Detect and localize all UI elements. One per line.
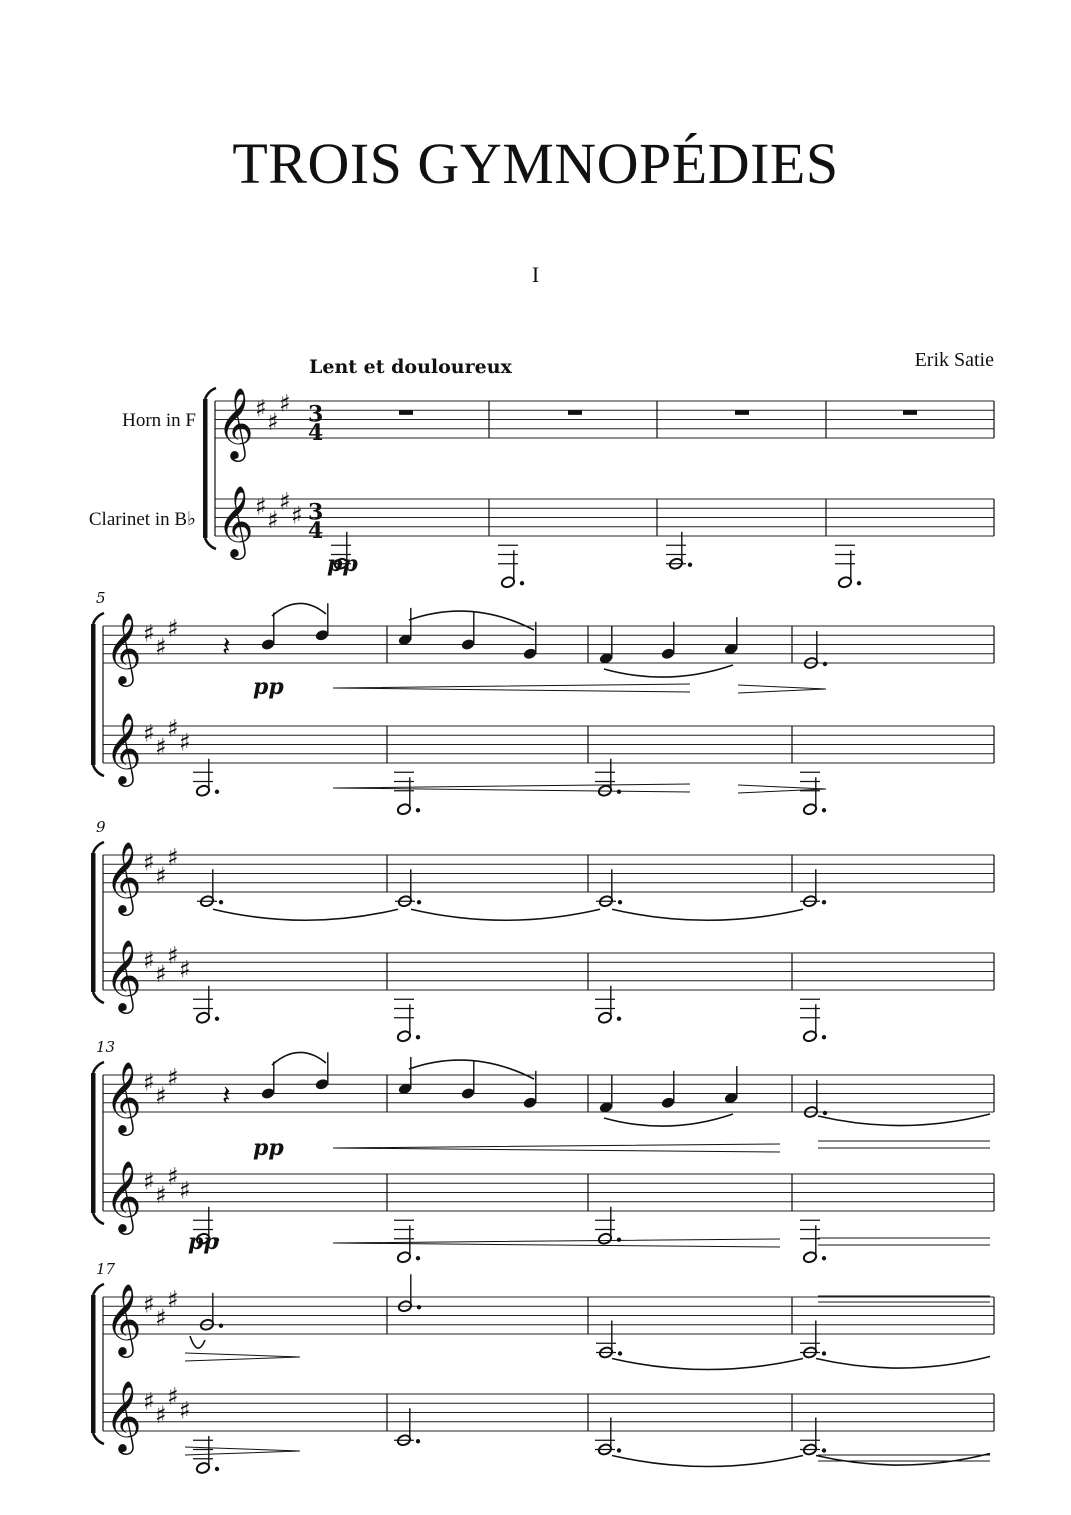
clarinet-note-dot xyxy=(822,1448,826,1452)
clarinet-key-sharp: ♯ xyxy=(167,941,179,970)
system-bracket xyxy=(203,399,208,538)
measure-number: 17 xyxy=(96,1260,116,1278)
clarinet-note-dot xyxy=(215,1017,219,1021)
clarinet-key-sharp: ♯ xyxy=(143,946,155,975)
clarinet-key-sharp: ♯ xyxy=(291,501,303,530)
horn-treble-clef: 𝄞 xyxy=(105,611,142,684)
clarinet-treble-clef: 𝄞 xyxy=(105,711,142,784)
clarinet-key-sharp: ♯ xyxy=(143,1167,155,1196)
clarinet-key-sharp: ♯ xyxy=(167,1162,179,1191)
system-bracket-bottom xyxy=(93,1433,104,1444)
movement-number: I xyxy=(531,262,540,287)
horn-whole-rest xyxy=(903,410,917,415)
system-bracket-top xyxy=(93,1284,104,1295)
measure-number: 9 xyxy=(96,818,106,836)
horn-key-sharp: ♯ xyxy=(167,1285,179,1314)
horn-note-dot xyxy=(822,1351,826,1355)
slur xyxy=(190,1336,205,1348)
system-bracket xyxy=(91,1295,96,1433)
horn-key-sharp: ♯ xyxy=(155,633,167,662)
horn-key-sharp: ♯ xyxy=(167,1063,179,1092)
tie xyxy=(816,1357,990,1369)
clarinet-note-dot xyxy=(520,581,524,585)
horn-quarter-rest: 𝄽 xyxy=(222,629,231,663)
system-bracket xyxy=(91,1073,96,1213)
horn-whole-rest xyxy=(735,410,749,415)
clarinet-key-sharp: ♯ xyxy=(279,487,291,516)
clarinet-note-dot xyxy=(857,581,861,585)
clarinet-note-dot xyxy=(416,1256,420,1260)
system-bracket-top xyxy=(93,1062,104,1073)
clarinet-note-dot xyxy=(617,790,621,794)
clarinet-key-sharp: ♯ xyxy=(167,714,179,743)
slur xyxy=(818,1114,990,1126)
clarinet-key-sharp: ♯ xyxy=(155,733,167,762)
dynamic-pp: pp xyxy=(253,674,284,700)
composer-name: Erik Satie xyxy=(914,349,994,371)
crescendo-hairpin xyxy=(333,1239,780,1247)
slur xyxy=(409,611,534,630)
tie xyxy=(612,1359,803,1370)
horn-note-dot xyxy=(823,662,827,666)
horn-key-sharp: ♯ xyxy=(255,394,267,423)
clarinet-note-dot xyxy=(617,1448,621,1452)
clarinet-key-sharp: ♯ xyxy=(255,492,267,521)
clarinet-key-sharp: ♯ xyxy=(179,1176,191,1205)
horn-quarter-rest: 𝄽 xyxy=(222,1078,231,1112)
horn-key-sharp: ♯ xyxy=(155,1304,167,1333)
system-bracket-bottom xyxy=(205,538,216,549)
clarinet-note-dot xyxy=(688,563,692,567)
slur xyxy=(272,603,326,616)
dynamic-pp: pp xyxy=(253,1135,284,1161)
clarinet-note-dot xyxy=(416,1035,420,1039)
measure-number: 5 xyxy=(96,589,106,607)
clarinet-key-sharp: ♯ xyxy=(143,719,155,748)
clarinet-note-dot xyxy=(822,1256,826,1260)
clarinet-treble-clef: 𝄞 xyxy=(217,484,254,557)
decrescendo-hairpin xyxy=(185,1447,300,1455)
decrescendo-hairpin xyxy=(185,1353,300,1361)
clarinet-key-sharp: ♯ xyxy=(179,1396,191,1425)
clarinet-key-sharp: ♯ xyxy=(179,728,191,757)
horn-key-sharp: ♯ xyxy=(143,1290,155,1319)
clarinet-note-dot xyxy=(416,808,420,812)
horn-time-signature-numerator: 3 xyxy=(308,401,324,428)
horn-note-dot xyxy=(417,900,421,904)
slur xyxy=(604,665,733,677)
horn-time-signature-denominator: 4 xyxy=(308,420,324,446)
horn-treble-clef: 𝄞 xyxy=(217,386,254,459)
clarinet-time-signature-numerator: 3 xyxy=(308,499,324,526)
system-bracket-top xyxy=(93,613,104,624)
clarinet-treble-clef: 𝄞 xyxy=(105,1159,142,1232)
clarinet-note-dot xyxy=(617,1238,621,1242)
horn-whole-rest xyxy=(399,410,413,415)
slur xyxy=(409,1060,534,1079)
system-bracket-top xyxy=(93,842,104,853)
clarinet-note-dot xyxy=(822,808,826,812)
horn-note-dot xyxy=(417,1305,421,1309)
clarinet-note-dot xyxy=(416,1439,420,1443)
tie xyxy=(612,1456,803,1467)
measure-number: 13 xyxy=(96,1038,116,1056)
system-bracket xyxy=(91,624,96,765)
crescendo-hairpin xyxy=(333,784,690,792)
horn-key-sharp: ♯ xyxy=(167,843,179,872)
clarinet-key-sharp: ♯ xyxy=(155,1181,167,1210)
score-title: TROIS GYMNOPÉDIES xyxy=(232,131,839,196)
horn-note-dot xyxy=(823,1111,827,1115)
tempo-marking: Lent et douloureux xyxy=(309,356,512,378)
system-bracket-bottom xyxy=(93,1213,104,1224)
horn-note-dot xyxy=(618,1351,622,1355)
instrument-label-horn: Horn in F xyxy=(122,410,196,431)
horn-key-sharp: ♯ xyxy=(279,389,291,418)
horn-key-sharp: ♯ xyxy=(143,619,155,648)
horn-key-sharp: ♯ xyxy=(267,408,279,437)
clarinet-note-dot xyxy=(215,790,219,794)
horn-note-dot xyxy=(219,1324,223,1328)
horn-key-sharp: ♯ xyxy=(143,1068,155,1097)
slur xyxy=(272,1052,326,1065)
clarinet-treble-clef: 𝄞 xyxy=(105,938,142,1011)
dynamic-pp: pp xyxy=(327,551,358,577)
tie xyxy=(213,909,398,920)
clarinet-time-signature-denominator: 4 xyxy=(308,518,324,544)
clarinet-note-dot xyxy=(215,1467,219,1471)
clarinet-key-sharp: ♯ xyxy=(155,1401,167,1430)
clarinet-key-sharp: ♯ xyxy=(167,1382,179,1411)
horn-key-sharp: ♯ xyxy=(167,614,179,643)
clarinet-note-dot xyxy=(822,1035,826,1039)
horn-key-sharp: ♯ xyxy=(155,862,167,891)
decrescendo-hairpin xyxy=(738,685,826,693)
crescendo-hairpin xyxy=(333,684,690,692)
system-bracket-top xyxy=(205,388,216,399)
system-bracket xyxy=(91,853,96,992)
crescendo-hairpin xyxy=(333,1144,780,1152)
system-bracket-bottom xyxy=(93,765,104,776)
horn-note-dot xyxy=(618,900,622,904)
horn-key-sharp: ♯ xyxy=(143,848,155,877)
horn-note-dot xyxy=(822,900,826,904)
dynamic-pp: pp xyxy=(188,1229,219,1255)
clarinet-treble-clef: 𝄞 xyxy=(105,1379,142,1452)
clarinet-key-sharp: ♯ xyxy=(143,1387,155,1416)
slur xyxy=(604,1114,733,1126)
instrument-label-clarinet: Clarinet in B♭ xyxy=(88,509,196,530)
system-bracket-bottom xyxy=(93,992,104,1003)
horn-whole-rest xyxy=(568,410,582,415)
horn-treble-clef: 𝄞 xyxy=(105,1282,142,1355)
clarinet-note-dot xyxy=(617,1017,621,1021)
horn-treble-clef: 𝄞 xyxy=(105,840,142,913)
horn-note-dot xyxy=(219,900,223,904)
clarinet-key-sharp: ♯ xyxy=(155,960,167,989)
tie xyxy=(411,909,600,920)
horn-key-sharp: ♯ xyxy=(155,1082,167,1111)
decrescendo-hairpin xyxy=(738,785,826,793)
clarinet-key-sharp: ♯ xyxy=(267,506,279,535)
horn-treble-clef: 𝄞 xyxy=(105,1060,142,1133)
tie xyxy=(612,909,803,920)
clarinet-key-sharp: ♯ xyxy=(179,955,191,984)
